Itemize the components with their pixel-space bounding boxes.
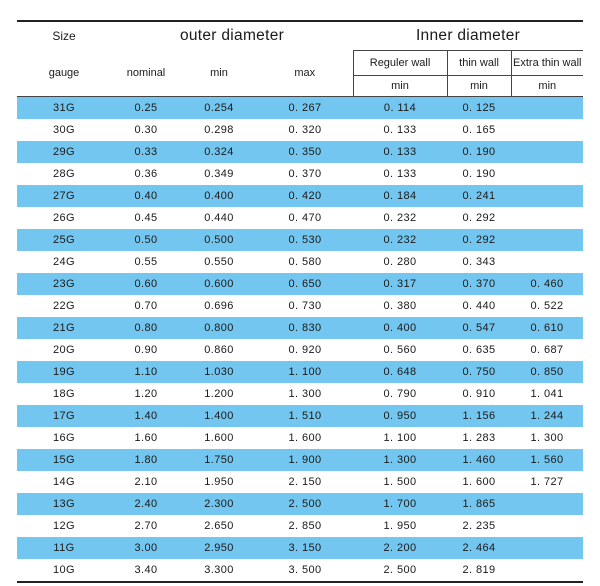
thin-min-header: min: [447, 76, 511, 97]
extra-thin-wall-min-cell: 1. 041: [530, 388, 564, 400]
gauge-cell: 10G: [17, 559, 111, 582]
nominal-cell: 2.70: [134, 520, 158, 532]
nominal-cell: 3.40: [111, 559, 181, 582]
nominal-cell: 1.20: [134, 388, 158, 400]
gauge-cell: 23G: [17, 273, 111, 295]
gauge-cell: 29G: [17, 141, 111, 163]
table-row: [17, 361, 583, 383]
thin-wall-min-cell: 2. 235: [462, 520, 496, 532]
outer-max-cell: 0. 580: [288, 256, 322, 268]
outer-max-cell: 0. 267: [257, 97, 353, 120]
table-row: [17, 537, 583, 559]
outer-min-cell: 0.298: [204, 124, 234, 136]
regular-wall-min-cell: 0. 317: [353, 273, 447, 295]
table-row: [17, 141, 583, 163]
extra-thin-wall-min-cell: [511, 119, 583, 141]
extra-thin-wall-min-cell: [511, 251, 583, 273]
nominal-cell: 2.10: [134, 476, 158, 488]
thin-wall-min-cell: 0. 547: [447, 317, 511, 339]
outer-max-cell: 0. 650: [257, 273, 353, 295]
table-row: [17, 97, 583, 120]
size-header: Size: [17, 21, 111, 51]
extra-thin-wall-min-cell: [511, 185, 583, 207]
table-row: [17, 449, 583, 471]
gauge-cell: 27G: [17, 185, 111, 207]
extra-thin-wall-header: Extra thin wall: [511, 51, 583, 76]
gauge-cell: 13G: [17, 493, 111, 515]
outer-min-cell: 1.030: [181, 361, 257, 383]
gauge-cell: 19G: [17, 361, 111, 383]
regular-wall-min-cell: 2. 500: [353, 559, 447, 582]
regular-wall-min-cell: 0. 950: [353, 405, 447, 427]
gauge-cell: 14G: [53, 476, 75, 488]
inner-diameter-header: Inner diameter: [353, 21, 583, 51]
nominal-cell: 3.00: [111, 537, 181, 559]
outer-max-cell: 0. 420: [257, 185, 353, 207]
outer-max-cell: 0. 920: [288, 344, 322, 356]
extra-thin-wall-min-cell: [511, 141, 583, 163]
regular-wall-min-cell: 2. 200: [353, 537, 447, 559]
nominal-cell: 0.36: [134, 168, 158, 180]
thin-wall-min-cell: 1. 865: [447, 493, 511, 515]
nominal-cell: 0.30: [134, 124, 158, 136]
outer-min-cell: 0.696: [204, 300, 234, 312]
regular-wall-min-cell: 0. 400: [353, 317, 447, 339]
regular-wall-min-cell: 1. 700: [353, 493, 447, 515]
outer-max-cell: 1. 600: [288, 432, 322, 444]
regular-wall-min-cell: 0. 133: [383, 168, 417, 180]
needle-gauge-table: [17, 20, 583, 583]
outer-max-cell: 0. 530: [257, 229, 353, 251]
nominal-cell: 1.80: [111, 449, 181, 471]
regular-wall-min-cell: 0. 133: [383, 124, 417, 136]
table-row: [17, 493, 583, 515]
gauge-cell: 15G: [17, 449, 111, 471]
regular-min-header: min: [353, 76, 447, 97]
table-body: [17, 97, 583, 583]
outer-max-cell: 0. 370: [288, 168, 322, 180]
outer-min-cell: 0.600: [181, 273, 257, 295]
outer-min-cell: 1.400: [181, 405, 257, 427]
outer-min-cell: 2.950: [181, 537, 257, 559]
outer-max-cell: 0. 470: [288, 212, 322, 224]
gauge-cell: 30G: [53, 124, 75, 136]
outer-max-cell: 1. 100: [257, 361, 353, 383]
outer-max-cell: 2. 500: [257, 493, 353, 515]
extra-thin-wall-min-cell: [511, 207, 583, 229]
table-row: [17, 471, 583, 493]
outer-min-cell: 2.650: [204, 520, 234, 532]
outer-max-cell: 2. 850: [288, 520, 322, 532]
regular-wall-min-cell: 1. 500: [383, 476, 417, 488]
nominal-cell: 0.33: [111, 141, 181, 163]
table-row: [17, 185, 583, 207]
gauge-cell: 20G: [53, 344, 75, 356]
outer-min-cell: 0.500: [181, 229, 257, 251]
extra-thin-wall-min-cell: [511, 537, 583, 559]
gauge-cell: 28G: [53, 168, 75, 180]
regular-wall-min-cell: 0. 648: [353, 361, 447, 383]
extra-thin-wall-min-cell: 0. 522: [530, 300, 564, 312]
outer-min-cell: 1.600: [204, 432, 234, 444]
regular-wall-min-cell: 1. 950: [383, 520, 417, 532]
extra-thin-wall-min-cell: 1. 560: [511, 449, 583, 471]
thin-wall-min-cell: 0. 125: [447, 97, 511, 120]
thin-wall-min-cell: 0. 241: [447, 185, 511, 207]
gauge-cell: 16G: [53, 432, 75, 444]
outer-min-cell: 1.950: [204, 476, 234, 488]
extra-thin-wall-min-cell: 0. 850: [511, 361, 583, 383]
thin-wall-min-cell: 1. 283: [462, 432, 496, 444]
nominal-header: nominal: [126, 67, 166, 80]
thin-wall-min-cell: 0. 910: [462, 388, 496, 400]
table-row: [17, 119, 583, 141]
regular-wall-min-cell: 0. 133: [353, 141, 447, 163]
thin-wall-min-cell: 0. 190: [447, 141, 511, 163]
thin-wall-min-cell: 0. 370: [447, 273, 511, 295]
extra-thin-wall-min-cell: [511, 515, 583, 537]
outer-min-cell: 0.800: [181, 317, 257, 339]
gauge-table-container: [17, 20, 583, 583]
outer-min-cell: 0.400: [181, 185, 257, 207]
thin-wall-min-cell: 0. 292: [462, 212, 496, 224]
table-row: [17, 427, 583, 449]
gauge-cell: 12G: [53, 520, 75, 532]
regular-wall-min-cell: 1. 100: [383, 432, 417, 444]
nominal-cell: 0.25: [111, 97, 181, 120]
extra-min-header: min: [538, 80, 557, 92]
table-row: [17, 405, 583, 427]
regular-wall-min-cell: 0. 184: [353, 185, 447, 207]
table-row: [17, 229, 583, 251]
gauge-cell: 24G: [53, 256, 75, 268]
outer-max-cell: 1. 510: [257, 405, 353, 427]
outer-min-cell: 0.349: [204, 168, 234, 180]
regular-wall-min-cell: 0. 790: [383, 388, 417, 400]
outer-min-cell: 3.300: [181, 559, 257, 582]
outer-min-cell: 0.550: [204, 256, 234, 268]
table-row: [17, 515, 583, 537]
outer-max-cell: 0. 350: [257, 141, 353, 163]
gauge-cell: 26G: [53, 212, 75, 224]
nominal-cell: 2.40: [111, 493, 181, 515]
table-row: [17, 383, 583, 405]
gauge-header: gauge: [48, 67, 80, 80]
thin-wall-min-cell: 2. 819: [447, 559, 511, 582]
table-row: [17, 559, 583, 582]
table-row: [17, 339, 583, 361]
outer-max-cell: 0. 320: [288, 124, 322, 136]
outer-max-cell: 0. 830: [257, 317, 353, 339]
table-row: [17, 251, 583, 273]
nominal-cell: 0.45: [134, 212, 158, 224]
outer-min-cell: 0.324: [181, 141, 257, 163]
outer-max-header: max: [294, 67, 316, 80]
gauge-cell: 31G: [17, 97, 111, 120]
nominal-cell: 0.40: [111, 185, 181, 207]
table-row: [17, 163, 583, 185]
thin-wall-min-cell: 0. 190: [462, 168, 496, 180]
outer-max-cell: 3. 500: [257, 559, 353, 582]
regular-wall-header: Reguler wall: [353, 51, 447, 76]
outer-max-cell: 3. 150: [257, 537, 353, 559]
gauge-cell: 11G: [17, 537, 111, 559]
thin-wall-min-cell: 2. 464: [447, 537, 511, 559]
regular-wall-min-cell: 0. 280: [383, 256, 417, 268]
regular-wall-min-cell: 0. 232: [353, 229, 447, 251]
table-row: [17, 207, 583, 229]
extra-thin-wall-min-cell: 1. 244: [511, 405, 583, 427]
thin-wall-min-cell: 1. 600: [462, 476, 496, 488]
nominal-cell: 1.60: [134, 432, 158, 444]
thin-wall-min-cell: 0. 343: [462, 256, 496, 268]
extra-thin-wall-min-cell: [511, 493, 583, 515]
outer-min-cell: 1.200: [204, 388, 234, 400]
outer-max-cell: 1. 900: [257, 449, 353, 471]
nominal-cell: 0.80: [111, 317, 181, 339]
gauge-cell: 17G: [17, 405, 111, 427]
thin-wall-header: thin wall: [447, 51, 511, 76]
gauge-cell: 25G: [17, 229, 111, 251]
regular-wall-min-cell: 1. 300: [353, 449, 447, 471]
nominal-cell: 1.40: [111, 405, 181, 427]
thin-wall-min-cell: 0. 635: [462, 344, 496, 356]
regular-wall-min-cell: 0. 232: [383, 212, 417, 224]
extra-thin-wall-min-cell: 1. 300: [530, 432, 564, 444]
nominal-cell: 0.90: [134, 344, 158, 356]
outer-min-cell: 2.300: [181, 493, 257, 515]
regular-wall-min-cell: 0. 114: [353, 97, 447, 120]
outer-min-header: min: [210, 67, 228, 80]
nominal-cell: 0.60: [111, 273, 181, 295]
extra-thin-wall-min-cell: [511, 163, 583, 185]
extra-thin-wall-min-cell: [511, 229, 583, 251]
extra-thin-wall-min-cell: 0. 610: [511, 317, 583, 339]
extra-thin-wall-min-cell: [511, 559, 583, 582]
extra-thin-wall-min-cell: 1. 727: [530, 476, 564, 488]
regular-wall-min-cell: 0. 380: [383, 300, 417, 312]
table-row: [17, 273, 583, 295]
outer-min-cell: 1.750: [181, 449, 257, 471]
extra-thin-wall-min-cell: 0. 687: [530, 344, 564, 356]
nominal-cell: 0.50: [111, 229, 181, 251]
thin-wall-min-cell: 0. 750: [447, 361, 511, 383]
thin-wall-min-cell: 1. 156: [447, 405, 511, 427]
thin-wall-min-cell: 1. 460: [447, 449, 511, 471]
thin-wall-min-cell: 0. 165: [462, 124, 496, 136]
outer-max-cell: 2. 150: [288, 476, 322, 488]
outer-diameter-header: outer diameter: [111, 21, 353, 51]
gauge-cell: 22G: [53, 300, 75, 312]
gauge-cell: 18G: [53, 388, 75, 400]
thin-wall-min-cell: 0. 292: [447, 229, 511, 251]
table-row: [17, 317, 583, 339]
thin-wall-min-cell: 0. 440: [462, 300, 496, 312]
outer-min-cell: 0.440: [204, 212, 234, 224]
gauge-cell: 21G: [17, 317, 111, 339]
table-row: [17, 295, 583, 317]
nominal-cell: 1.10: [111, 361, 181, 383]
outer-min-cell: 0.254: [181, 97, 257, 120]
regular-wall-min-cell: 0. 560: [383, 344, 417, 356]
nominal-cell: 0.70: [134, 300, 158, 312]
nominal-cell: 0.55: [134, 256, 158, 268]
extra-thin-wall-min-cell: [511, 97, 583, 120]
outer-min-cell: 0.860: [204, 344, 234, 356]
table-header: [17, 21, 583, 97]
outer-max-cell: 0. 730: [288, 300, 322, 312]
outer-max-cell: 1. 300: [288, 388, 322, 400]
extra-thin-wall-min-cell: 0. 460: [511, 273, 583, 295]
